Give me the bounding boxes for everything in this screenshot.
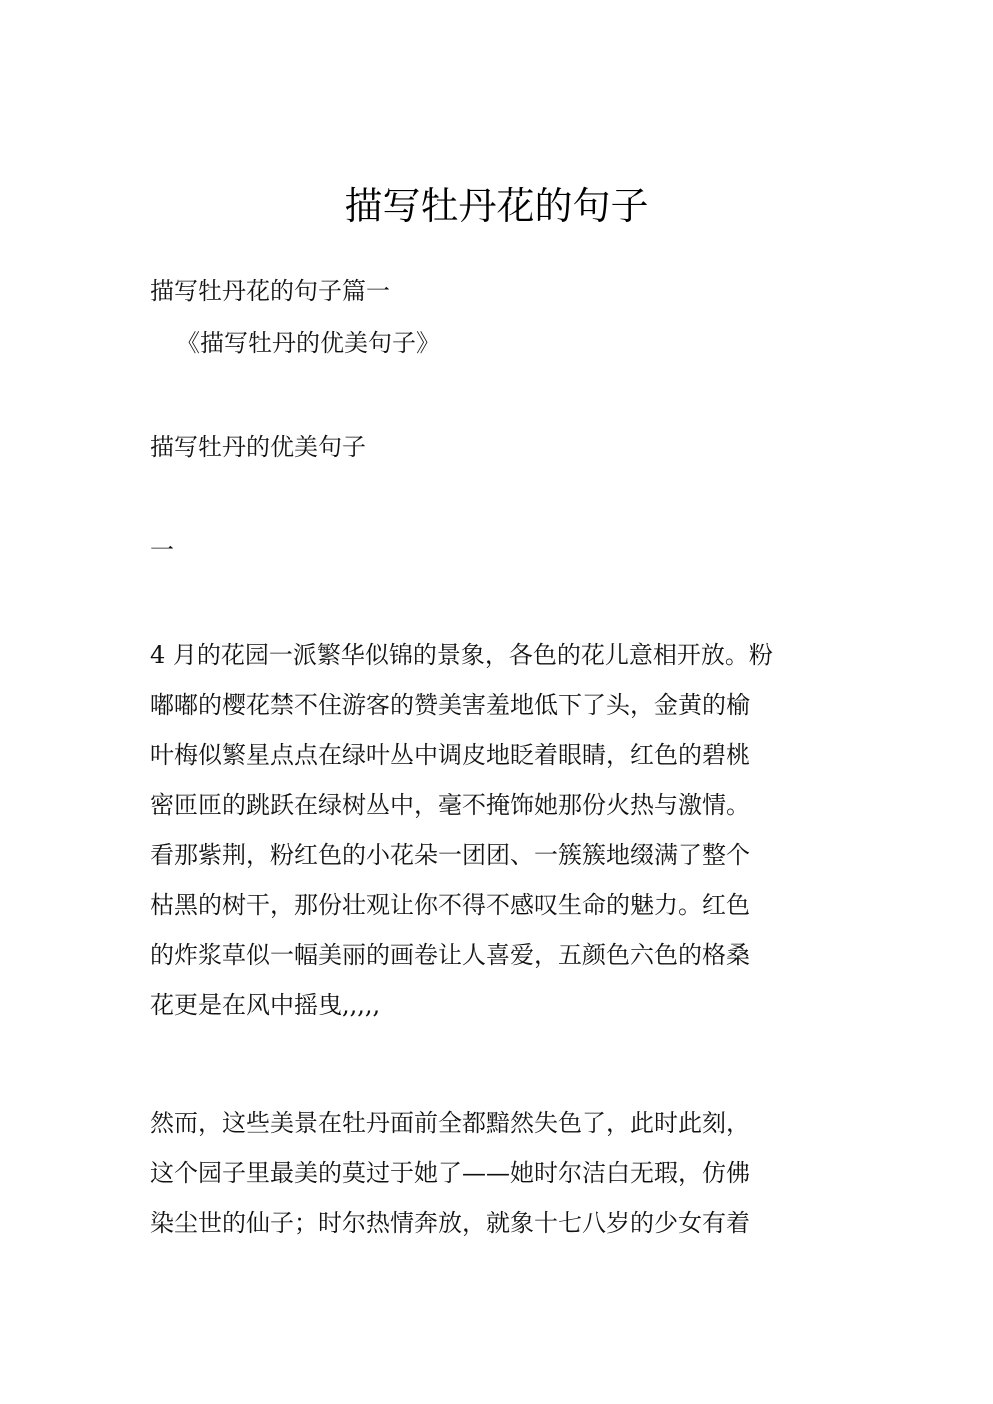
paragraph-line: 这个园子里最美的莫过于她了——她时尔洁白无瑕，仿佛 [150,1159,750,1187]
paragraph-line: 密匝匝的跳跃在绿树丛中，毫不掩饰她那份火热与激情。 [150,791,750,819]
paragraph-line: 的炸浆草似一幅美丽的画卷让人喜爱，五颜色六色的格桑 [150,941,750,969]
paragraph-line: 然而，这些美景在牡丹面前全都黯然失色了，此时此刻， [150,1109,750,1137]
paragraph-line: 染尘世的仙子；时尔热情奔放，就象十七八岁的少女有着 [150,1209,750,1237]
paragraph-line: 看那紫荆，粉红色的小花朵一团团、一簇簇地缀满了整个 [150,841,750,869]
document-title: 描写牡丹花的句子 [344,184,649,228]
paragraph-line: 嘟嘟的樱花禁不住游客的赞美害羞地低下了头，金黄的榆 [150,691,750,719]
paragraph-line: 花更是在风中摇曳,,,,, [150,991,381,1019]
article-heading: 描写牡丹的优美句子 [150,433,366,461]
section-heading: 描写牡丹花的句子篇一 [150,277,390,305]
paragraph-line: 叶梅似繁星点点在绿叶丛中调皮地眨着眼睛，红色的碧桃 [150,741,750,769]
paragraph-line: 4 月的花园一派繁华似锦的景象，各色的花儿意相开放。粉 [150,641,773,669]
paragraph-line: 枯黑的树干，那份壮观让你不得不感叹生命的魅力。红色 [150,891,750,919]
section-numeral: 一 [150,536,174,564]
article-subtitle: 《描写牡丹的优美句子》 [176,329,440,357]
